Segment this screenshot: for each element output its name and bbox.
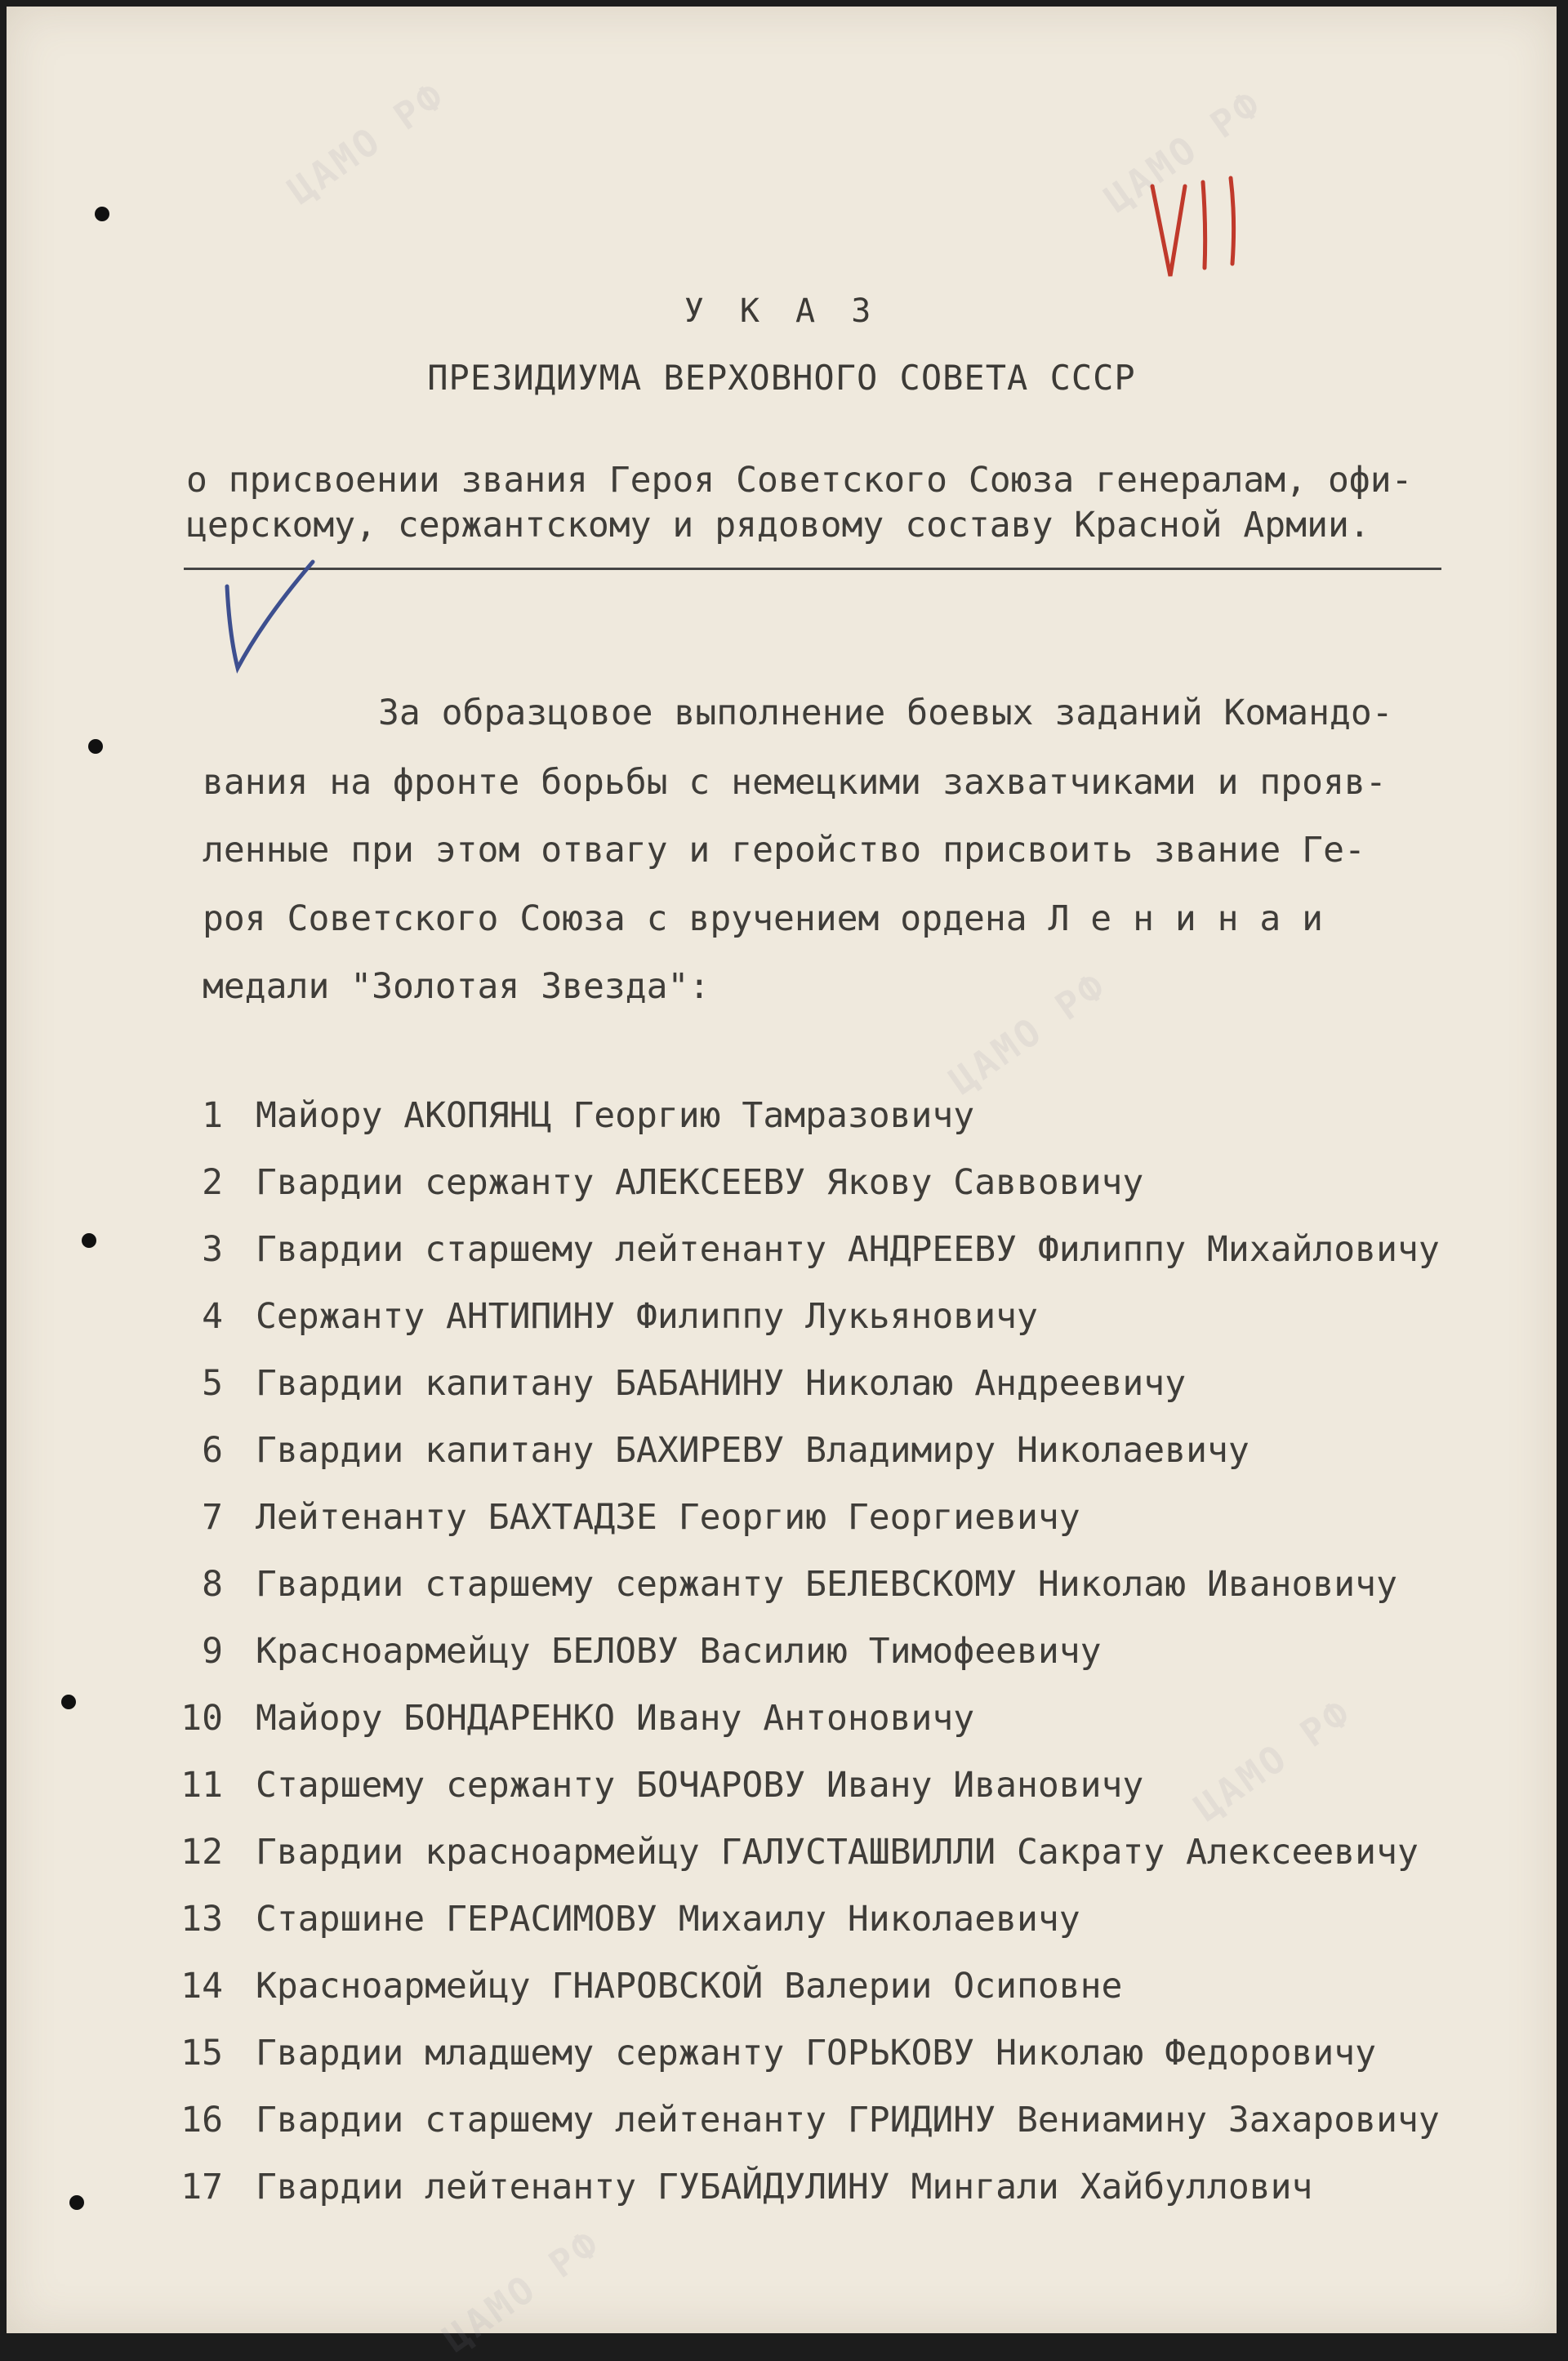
list-item: Сержанту АНТИПИНУ Филиппу Лукьяновичу — [256, 1296, 1038, 1337]
list-item-number: 9 — [202, 1631, 223, 1672]
list-item: Гвардии капитану БАХИРЕВУ Владимиру Николаевичу — [256, 1430, 1250, 1471]
archive-watermark: ЦАМО РФ — [434, 2221, 609, 2361]
decree-heading-line: церскому, сержантскому и рядовому составу Красной Армии. — [186, 505, 1370, 546]
list-item: Гвардии старшему лейтенанту ГРИДИНУ Вениамину Захаровичу — [256, 2100, 1440, 2140]
list-item: Гвардии старшему сержанту БЕЛЕВСКОМУ Николаю Ивановичу — [256, 1564, 1397, 1605]
list-item-number: 1 — [202, 1095, 223, 1136]
list-item-number: 6 — [202, 1430, 223, 1471]
punch-hole — [69, 2195, 84, 2210]
archive-watermark: ЦАМО РФ — [1186, 1690, 1361, 1830]
list-item-number: 14 — [180, 1966, 223, 2007]
document-page — [7, 7, 1557, 2361]
list-item-number: 2 — [202, 1162, 223, 1203]
list-item-number: 7 — [202, 1497, 223, 1538]
archive-watermark: ЦАМО РФ — [941, 963, 1116, 1103]
list-item: Гвардии младшему сержанту ГОРЬКОВУ Николаю Федоровичу — [256, 2033, 1377, 2074]
decree-body-line: медали "Золотая Звезда": — [203, 966, 710, 1007]
list-item: Лейтенанту БАХТАДЗЕ Георгию Георгиевичу — [256, 1497, 1080, 1538]
list-item: Гвардии красноармейцу ГАЛУСТАШВИЛЛИ Сакрату Алексеевичу — [256, 1832, 1419, 1873]
list-item-number: 13 — [180, 1899, 223, 1940]
list-item: Майору БОНДАРЕНКО Ивану Антоновичу — [256, 1698, 975, 1739]
decree-title: У К А З — [684, 292, 880, 330]
handwritten-check-blue — [215, 554, 321, 676]
list-item: Гвардии сержанту АЛЕКСЕЕВУ Якову Саввовичу — [256, 1162, 1144, 1203]
list-item: Гвардии лейтенанту ГУБАЙДУЛИНУ Мингали Хайбуллович — [256, 2167, 1313, 2207]
decree-body-line: роя Советского Союза с вручением ордена Л е н и н а и — [203, 898, 1324, 939]
list-item: Старшему сержанту БОЧАРОВУ Ивану Ивановичу — [256, 1765, 1144, 1806]
handwritten-mark-red — [1146, 170, 1260, 292]
list-item-number: 16 — [180, 2100, 223, 2140]
punch-hole — [82, 1233, 96, 1248]
decree-heading-line: о присвоении звания Героя Советского Союза генералам, офи- — [186, 460, 1413, 501]
list-item-number: 17 — [180, 2167, 223, 2207]
list-item-number: 8 — [202, 1564, 223, 1605]
punch-hole — [61, 1695, 76, 1709]
list-item-number: 3 — [202, 1229, 223, 1270]
list-item: Майору АКОПЯНЦ Георгию Тамразовичу — [256, 1095, 975, 1136]
archive-watermark: ЦАМО РФ — [1096, 81, 1271, 221]
decree-body-line: ленные при этом отвагу и геройство присвоить звание Ге- — [203, 830, 1365, 871]
list-item: Красноармейцу БЕЛОВУ Василию Тимофеевичу — [256, 1631, 1102, 1672]
decree-body-line: вания на фронте борьбы с немецкими захватчиками и прояв- — [203, 762, 1387, 803]
list-item: Гвардии старшему лейтенанту АНДРЕЕВУ Филиппу Михайловичу — [256, 1229, 1440, 1270]
heading-divider — [184, 568, 1441, 570]
list-item-number: 12 — [180, 1832, 223, 1873]
list-item: Гвардии капитану БАБАНИНУ Николаю Андреевичу — [256, 1363, 1187, 1404]
list-item-number: 5 — [202, 1363, 223, 1404]
list-item: Красноармейцу ГНАРОВСКОЙ Валерии Осиповне — [256, 1966, 1123, 2007]
list-item-number: 11 — [180, 1765, 223, 1806]
punch-hole — [88, 739, 103, 754]
decree-subtitle: ПРЕЗИДИУМА ВЕРХОВНОГО СОВЕТА СССР — [427, 358, 1136, 398]
list-item-number: 15 — [180, 2033, 223, 2074]
list-item-number: 4 — [202, 1296, 223, 1337]
decree-body-line: За образцовое выполнение боевых заданий Командо- — [378, 693, 1393, 733]
punch-hole — [95, 207, 109, 221]
archive-watermark: ЦАМО РФ — [279, 73, 454, 213]
list-item-number: 10 — [180, 1698, 223, 1739]
list-item: Старшине ГЕРАСИМОВУ Михаилу Николаевичу — [256, 1899, 1080, 1940]
